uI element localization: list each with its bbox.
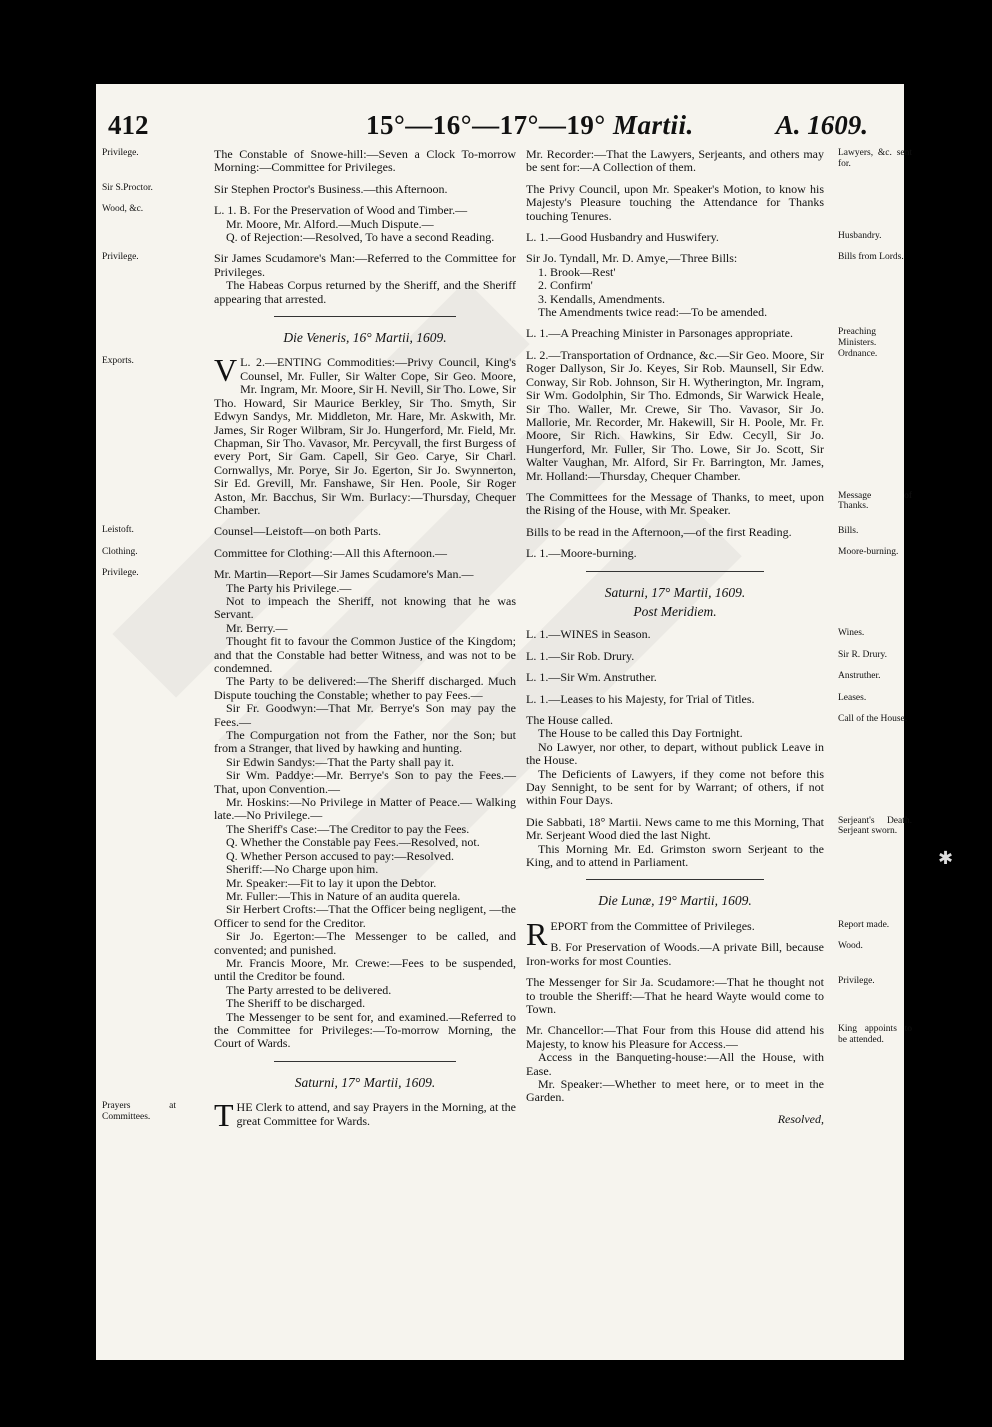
- margin-note: Privilege.: [838, 976, 875, 987]
- entry-text: [214, 252, 516, 279]
- entry-text: [526, 279, 824, 292]
- entry-text: [214, 930, 516, 957]
- entry-line: Sir Stephen Proctor's Business.—this Afternoon.: [214, 181, 448, 196]
- entry-text: [526, 727, 824, 740]
- journal-entry: [102, 1097, 516, 1134]
- drop-cap: V: [214, 352, 238, 389]
- journal-entry: [102, 352, 516, 517]
- entry-line: HE Clerk to attend, and say Prayers in the Morning, at the great Committee for Wards.: [236, 1100, 516, 1128]
- entry-line: Die Sabbati, 18° Martii. News came to me this Morning, That Mr. Serjeant Wood died the last Night.: [526, 814, 824, 843]
- entry-text: [526, 148, 824, 175]
- entry-text: [214, 279, 516, 306]
- journal-entry: [526, 489, 912, 518]
- entry-line: Mr. Speaker:—Whether to meet here, or to meet in the Garden.: [526, 1076, 824, 1105]
- margin-note: King appoints to be attended.: [838, 1024, 912, 1045]
- entry-line: Sir Edwin Sandys:—That the Party shall pay it.: [226, 754, 454, 769]
- entry-line: EPORT from the Committee of Privileges.: [550, 918, 755, 933]
- entry-line: Q. of Rejection:—Resolved, To have a second Reading.: [226, 230, 495, 245]
- right-column: [526, 147, 912, 1126]
- entry-text: [214, 877, 516, 890]
- entry-line: The Party arrested to be delivered.: [226, 982, 392, 997]
- catchword: Resolved,: [777, 1111, 824, 1126]
- entry-line: No Lawyer, nor other, to depart, without publick Leave in the House.: [526, 739, 824, 768]
- entry-text: [214, 756, 516, 769]
- entry-text: [526, 768, 824, 808]
- entry-line: Mr. Speaker:—Fit to lay it upon the Debtor.: [226, 875, 437, 890]
- entry-line: The Messenger for Sir Ja. Scudamore:—That he thought not to trouble the Sheriff:—That he heard Wayte would come to Town.: [526, 975, 824, 1016]
- entry-line: Thought fit to favour the Common Justice of the Kingdom; and that the Constable had better Witness, and was not to be condemned.: [214, 634, 516, 675]
- page-number: 412: [108, 110, 149, 140]
- day-heading: Saturni, 17° Martii, 1609.: [604, 584, 746, 600]
- entry-text: [526, 1051, 824, 1078]
- entry-line: Mr. Martin—Report—Sir James Scudamore's Man.—: [214, 567, 474, 582]
- entry-line: The Constable of Snowe-hill:—Seven a Clock To-morrow Morning:—Committee for Privileges.: [214, 147, 516, 175]
- entry-line: L. 1.—A Preaching Minister in Parsonages appropriate.: [526, 326, 793, 341]
- entry-text: [526, 741, 824, 768]
- entry-line: The House called.: [526, 713, 613, 727]
- entry-text: [214, 823, 516, 836]
- entry-line: Bills to be read in the Afternoon,—of the first Reading.: [526, 524, 792, 539]
- entry-line: The Party to be delivered:—The Sheriff discharged. Much Dispute touching the Constable; whether to pay Fees.—: [214, 674, 516, 702]
- journal-entry: [526, 183, 824, 223]
- section-rule: [586, 571, 765, 572]
- journal-entry: [526, 670, 881, 685]
- entry-text: [214, 957, 516, 984]
- entry-line: Access in the Banqueting-house:—All the House, with Ease.: [526, 1050, 824, 1078]
- entry-text: [214, 729, 516, 756]
- entry-text: [526, 349, 824, 483]
- entry-text: [526, 976, 824, 1016]
- margin-note: Leases.: [838, 692, 867, 703]
- entry-text: [214, 903, 516, 930]
- entry-line: L. 1.—Moore-burning.: [526, 546, 637, 561]
- journal-entry: [102, 524, 516, 539]
- margin-note: Call of the House.: [838, 714, 908, 724]
- journal-entry: [526, 648, 887, 663]
- entry-line: 3. Kendalls, Amendments.: [538, 291, 665, 306]
- entry-text: [214, 547, 516, 560]
- entry-text: [214, 148, 516, 175]
- entry-line: Sir Fr. Goodwyn:—That Mr. Berrye's Son may pay the Fees.—: [214, 701, 516, 729]
- entry-text: [526, 693, 824, 706]
- margin-note: Prayers at Committees.: [102, 1101, 176, 1122]
- journal-entry: [526, 326, 877, 348]
- journal-entry: [102, 567, 516, 1051]
- header-dates: 15°—16°—17°—19° Martii.: [366, 110, 694, 140]
- entry-text: [526, 183, 824, 223]
- page-header: [96, 104, 904, 144]
- entry-text: [526, 266, 824, 279]
- entry-line: Q. Whether the Constable pay Fees.—Resolved, not.: [226, 835, 480, 850]
- journal-entry: [526, 230, 882, 245]
- left-column: [102, 147, 516, 1136]
- entry-text: [526, 252, 824, 265]
- day-heading: Die Veneris, 16° Martii, 1609.: [283, 330, 447, 346]
- margin-note: Clothing.: [102, 546, 138, 557]
- entry-line: L. 2.—ENTING Commodities:—Privy Council, King's Counsel, Mr. Fuller, Sir Walter Cope, Sir Geo. Moore, Mr. Ingram, Mr. Moore, Sir H. Nevill, Sir Tho. Lowe, Sir Tho. Howard, Sir Maurice Berkley, Sir Tho. Smyth, Sir Edwyn Sandys, Mr. Middleton, Mr. Hare, Mr. Askwith, Mr. James, Sir Roger Wilbram, Sir Jo. Hungerford, Mr. Field, Mr. Chapman, Sir Tho. Vavasor, Mr. Percyvall, the first Burgess of every Port, Sir Gam. Capell, Sir Geo. Carye, Sir Charl. Cornwallys, Mr. Porye, Sir Jo. Egerton, Sir Jo. Swynnerton, Sir Ed. Grevill, Mr. Fanshawe, Sir Hen. Poole, Sir Roger Aston, Mr. Bacchus, Sir Wm. Burlacy:—Thursday, Chequer Chamber.: [214, 355, 516, 517]
- entry-line: L. 2.—Transportation of Ordnance, &c.—Sir Geo. Moore, Sir Roger Dallyson, Sir Jo. Keyes, Sir Rob. Maunsell, Sir Edw. Conway, Sir Rob. Johnson, Sir H. Wytherington, Mr. Ingram, Sir Wm. Godolphin, Sir Tho. Edmonds, Sir Warwick Heale, Sir Tho. Waller, Mr. Crewe, Sir Tho. Vavasor, Sir Jo. Mallorie, Mr. Recorder, Mr. Hakewill, Sir H. Poole, Mr. Fr. Moore, Sir Rich. Hawkins, Sir Edw. Cecyll, Sir Jo. Hungerford, Mr. Fuller, Sir Tho. Lowe, Sir Jo. Scott, Sir Walter Vaughan, Mr. Alford, Sir Fr. Barrington, Mr. James, Mr. Holland:—Thursday, Chequer Chamber.: [526, 347, 824, 483]
- entry-text: [214, 595, 516, 622]
- entry-line: B. For Preservation of Woods.—A private Bill, because Iron-works for most Counties.: [526, 940, 824, 968]
- entry-line: Q. Whether Person accused to pay:—Resolved.: [226, 848, 455, 863]
- margin-note: Preaching Ministers.: [838, 327, 877, 348]
- entry-text: [526, 941, 824, 968]
- margin-note: Wood, &c.: [102, 204, 144, 215]
- entry-text: [526, 293, 824, 306]
- entry-line: Sir Jo. Egerton:—The Messenger to be called, and convented; and punished.: [214, 929, 516, 957]
- entry-text: [214, 890, 516, 903]
- entry-text: [526, 1078, 824, 1105]
- entry-text: [526, 816, 824, 843]
- entry-line: Sir Jo. Tyndall, Mr. D. Amye,—Three Bills:: [526, 251, 738, 266]
- entry-line: Mr. Fuller:—This in Nature of an audita querela.: [226, 888, 461, 903]
- margin-note: Privilege.: [102, 148, 139, 158]
- entry-text: [214, 796, 516, 823]
- entry-line: L. 1.—WINES in Season.: [526, 627, 651, 642]
- entry-line: The Deficients of Lawyers, if they come not before this Day Sennight, to be sent for by Warrant; of others, if not within Four Days.: [526, 766, 824, 808]
- entry-line: Mr. Chancellor:—That Four from this House did attend his Majesty, to know his Pleasure for Access.—: [526, 1023, 824, 1051]
- journal-entry: [526, 347, 878, 483]
- journal-entry: [102, 181, 516, 196]
- entry-line: The Privy Council, upon Mr. Speaker's Motion, to know his Majesty's Pleasure touching the Attendance for Thanks touching Tenures.: [526, 181, 824, 223]
- journal-entry: [102, 251, 516, 306]
- entry-line: L. 1.—Leases to his Majesty, for Trial of Titles.: [526, 691, 755, 706]
- day-subheading: Post Meridiem.: [633, 603, 717, 619]
- day-heading: Die Lunæ, 19° Martii, 1609.: [598, 893, 752, 909]
- entry-line: Mr. Moore, Mr. Alford.—Much Dispute.—: [226, 216, 434, 231]
- journal-entry: [526, 546, 899, 561]
- margin-note: Lawyers, &c. sent for.: [838, 148, 912, 169]
- margin-note: Report made.: [838, 919, 890, 930]
- entry-line: Mr. Recorder:—That the Lawyers, Serjeants, and others may be sent for:—A Collection of them.: [526, 147, 824, 175]
- journal-entry: [526, 814, 912, 870]
- entry-text: [214, 675, 516, 702]
- entry-text: [214, 997, 516, 1010]
- entry-text: [214, 568, 516, 581]
- margin-note: Anstruther.: [838, 671, 881, 682]
- page-mark: ✱: [938, 848, 954, 868]
- entry-text: [214, 850, 516, 863]
- entry-text: [526, 526, 824, 539]
- entry-line: L. 1.—Sir Rob. Drury.: [526, 648, 635, 663]
- entry-text: [526, 1024, 824, 1051]
- entry-line: The Party his Privilege.—: [226, 580, 352, 595]
- entry-line: L. 1.—Sir Wm. Anstruther.: [526, 670, 657, 685]
- journal-entry: [102, 203, 516, 245]
- drop-cap: R: [526, 915, 548, 952]
- entry-text: [214, 1097, 516, 1134]
- journal-entry: [526, 691, 867, 706]
- entry-line: L. 1.—Good Husbandry and Huswifery.: [526, 230, 719, 245]
- entry-line: The Sheriff's Case:—The Creditor to pay the Fees.: [226, 821, 470, 836]
- entry-line: 1. Brook—Rest': [538, 264, 616, 279]
- entry-text: [214, 622, 516, 635]
- drop-cap: T: [214, 1097, 234, 1134]
- entry-text: [526, 671, 824, 684]
- entry-text: [214, 183, 516, 196]
- entry-text: [526, 628, 824, 641]
- journal-entry: [526, 627, 865, 642]
- margin-note: Wood.: [838, 941, 863, 952]
- entry-text: [214, 231, 516, 244]
- entry-line: Mr. Berry.—: [226, 620, 288, 635]
- entry-line: L. 1. B. For the Preservation of Wood and Timber.—: [214, 203, 468, 218]
- journal-entry: [526, 940, 863, 968]
- margin-note: Husbandry.: [838, 231, 882, 242]
- entry-line: The Compurgation not from the Father, nor the Son; but from a Stranger, that lived by hawking and hunting.: [214, 728, 516, 756]
- margin-note: Bills from Lords.: [838, 252, 904, 263]
- entry-text: [214, 769, 516, 796]
- entry-line: The Amendments twice read:—To be amended.: [538, 305, 768, 320]
- entry-line: Mr. Hoskins:—No Privilege in Matter of Peace.— Walking late.—No Privilege.—: [214, 795, 516, 823]
- margin-note: Privilege.: [102, 252, 139, 263]
- margin-note: Leistoft.: [102, 525, 134, 536]
- entry-text: [214, 1011, 516, 1051]
- entry-text: [214, 702, 516, 729]
- entry-line: This Morning Mr. Ed. Grimston sworn Serjeant to the King, and to attend in Parliament.: [526, 841, 824, 870]
- entry-line: Sheriff:—No Charge upon him.: [226, 862, 379, 877]
- entry-text: [526, 843, 824, 870]
- journal-entry: [526, 1023, 912, 1105]
- journal-entry: [526, 147, 912, 175]
- entry-text: [526, 231, 824, 244]
- entry-text: [526, 491, 824, 518]
- entry-text: [526, 650, 824, 663]
- margin-note: Wines.: [838, 628, 865, 639]
- margin-note: Bills.: [838, 525, 859, 536]
- entry-text: [214, 525, 516, 538]
- entry-text: [214, 984, 516, 997]
- entry-line: Committee for Clothing:—All this Afternoon.—: [214, 545, 447, 560]
- entry-line: The Messenger to be sent for, and examined.—Referred to the Committee for Privileges:—To-morrow Morning, the Court of Wards.: [214, 1009, 516, 1051]
- margin-note: Moore-burning.: [838, 547, 899, 558]
- entry-text: [526, 915, 824, 952]
- margin-note: Message of Thanks.: [838, 490, 912, 512]
- entry-text: [526, 714, 824, 727]
- entry-text: [214, 863, 516, 876]
- journal-entry: [526, 251, 904, 320]
- journal-entry: [102, 147, 516, 175]
- entry-text: [526, 306, 824, 319]
- entry-text: [214, 635, 516, 675]
- entry-line: Sir James Scudamore's Man:—Referred to the Committee for Privileges.: [214, 251, 516, 279]
- margin-note: Sir R. Drury.: [838, 649, 887, 660]
- journal-entry: [526, 524, 859, 539]
- journal-page: [96, 84, 912, 1360]
- entry-line: Counsel—Leistoft—on both Parts.: [214, 524, 381, 539]
- header-year: A. 1609.: [775, 110, 868, 140]
- section-rule: [274, 316, 455, 317]
- entry-text: [214, 582, 516, 595]
- margin-note: Serjeant's Death. Serjeant sworn.: [838, 815, 912, 837]
- entry-line: The Committees for the Message of Thanks, to meet, upon the Rising of the House, with Mr. Speaker.: [526, 489, 824, 518]
- entry-text: [526, 327, 824, 340]
- entry-text: [214, 836, 516, 849]
- entry-line: The Habeas Corpus returned by the Sheriff, and the Sheriff appearing that arrested.: [214, 278, 516, 306]
- section-rule: [586, 879, 765, 880]
- entry-line: The House to be called this Day Fortnight.: [538, 726, 743, 741]
- margin-note: Sir S.Proctor.: [102, 182, 153, 193]
- section-rule: [274, 1061, 455, 1062]
- entry-text: [214, 352, 516, 517]
- entry-text: [214, 204, 516, 217]
- entry-text: [214, 218, 516, 231]
- entry-line: Not to impeach the Sheriff, not knowing that he was Servant.: [214, 593, 516, 622]
- entry-line: Mr. Francis Moore, Mr. Crewe:—Fees to be suspended, until the Creditor be found.: [214, 955, 516, 984]
- margin-note: Exports.: [102, 356, 134, 367]
- margin-note: Privilege.: [102, 568, 139, 579]
- entry-text: [526, 547, 824, 560]
- margin-note: Ordnance.: [838, 348, 878, 359]
- journal-entry: [102, 545, 516, 560]
- journal-entry: [526, 713, 908, 808]
- journal-entry: [526, 975, 875, 1016]
- entry-line: Sir Herbert Crofts:—That the Officer being negligent, —the Officer to send for the Creditor.: [214, 902, 516, 930]
- entry-line: The Sheriff to be discharged.: [226, 996, 366, 1011]
- day-heading: Saturni, 17° Martii, 1609.: [294, 1074, 436, 1090]
- entry-line: 2. Confirm': [538, 278, 593, 293]
- entry-line: Sir Wm. Paddye:—Mr. Berrye's Son to pay the Fees.—That, upon Convention.—: [214, 768, 516, 796]
